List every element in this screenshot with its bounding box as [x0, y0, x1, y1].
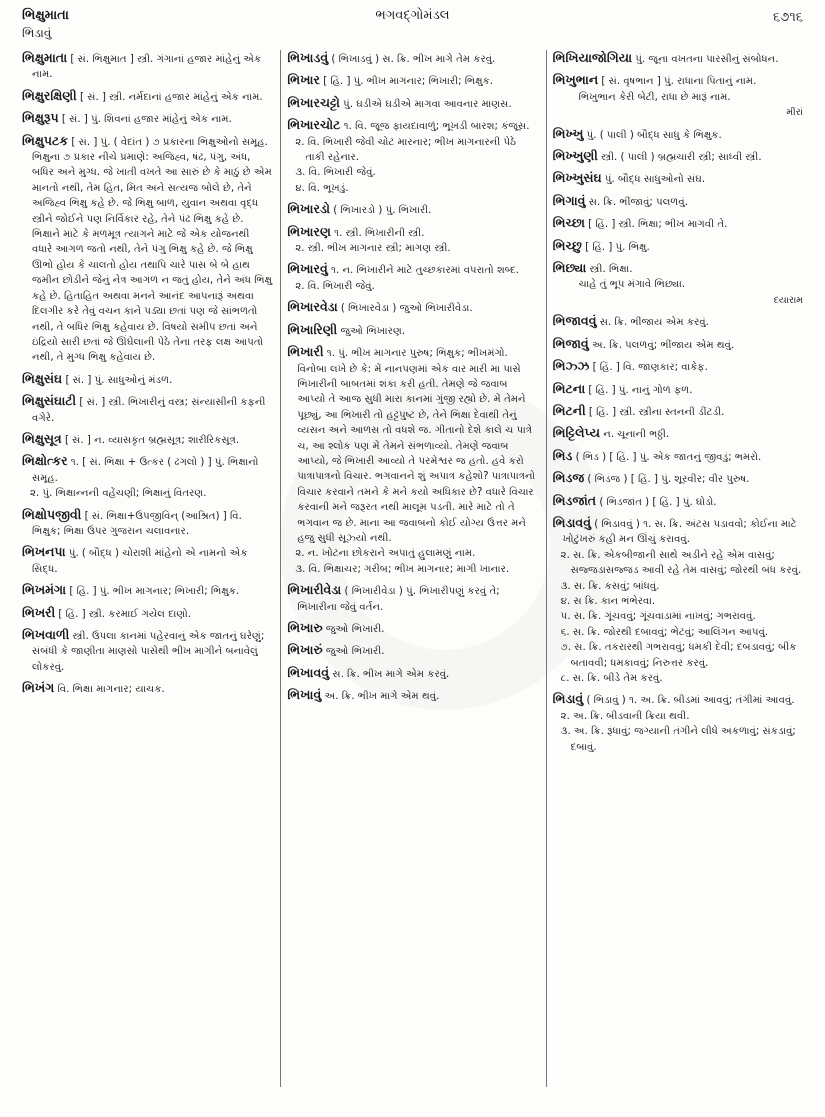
- dictionary-entry: [22, 605, 272, 622]
- sub-sense: ૩. સ. ક્રિ. કસવું; બાંધવું.: [560, 580, 660, 592]
- definition: ન. ચૂનાની ભઠ્ઠી.: [603, 429, 670, 441]
- definition: [ હિં. ] પું. ભીખ માગનાર; ભિખારી; ભિક્ષુક.: [323, 76, 494, 88]
- definition: પું. બૌદ્ધ સાધુઓનો સંઘ.: [604, 174, 706, 186]
- sub-sense: ૪. વિ. ભૂખડું.: [295, 182, 349, 194]
- definition: ( ભિડાવવું ) ૧. સ. ક્રિ. અંટસ પડાવવો; કોઈના માટે ખોટુંખરું કહી મન ઊંચું કરાવવું.: [562, 518, 797, 546]
- definition: અ. ક્રિ. ભીખ માગે એમ થવું.: [324, 691, 440, 703]
- headword: ભિક્ષોત્કર: [22, 453, 68, 469]
- dictionary-entry: [553, 403, 803, 420]
- headword: ભિક્ષુસંઘાટી: [22, 393, 77, 409]
- dictionary-entry: [287, 665, 537, 682]
- headword: ભિખ્ખુણી: [552, 148, 598, 164]
- dictionary-entry: [22, 88, 272, 105]
- dictionary-entry: [22, 431, 272, 448]
- dictionary-entry: [287, 620, 537, 637]
- guide-word-last: ભિડાવું: [22, 26, 52, 40]
- sub-sense: ૨. વિ. ભિખારી જેવું.: [295, 280, 375, 292]
- sub-sense: ૨. સ. ક્રિ. એકબીજાની સાથે અડીને રહે એમ વાસવું; સજ્જડાસજ્જડ આવી રહે તેમ વાસવું; જોરથી બંધ કરવું.: [560, 549, 802, 577]
- headword: ભિખિયાજોગિયા: [552, 50, 633, 65]
- sub-sense: ૨. ન. ખોટના છોકરાને અપાતું હુલામણું નામ.: [295, 548, 476, 560]
- definition: જુઓ ભિખારણ.: [340, 325, 406, 337]
- headword: ભિખમંગા: [22, 582, 67, 598]
- column-2: [280, 50, 545, 1087]
- headword: ભિખારિણી: [287, 321, 338, 337]
- definition: [ હિં. ] પું. ભિક્ષુ.: [585, 241, 650, 253]
- quotation: ચાહે તું ભૂપ મંગાવે ભિછ્યા.: [578, 279, 686, 291]
- page-header: [22, 8, 803, 48]
- quotation-attribution: મીરાં: [786, 107, 803, 119]
- dictionary-entry: [553, 260, 803, 308]
- dictionary-entry: [553, 336, 803, 353]
- definition: ૧. પું. ભીખ માગનાર પુરુષ; ભિક્ષુક; ભીખમંગો. વિનોબા લખે છે કે: મેં નાનપણમાં એક વાર મારી મા પાસે ભિખારીની બાબતમાં શંકા કરી હતી. તેમણે જે જવાબ આપ્યો તે આજ સુધી મારા કાનમાં ગુંજી રહ્યો છે. મેં તેમને પૂછ્યું, આ ભિખારી તો હટ્ટપુષ્ટ છે, તેને ભિક્ષા દેવાથી તેનું વ્યસન અને આળસ તો વધશે જ. ગીતાનો દેશે કાલે ચ પાત્રે ચ, આ શ્લોક પણ મેં તેમને સંભળાવ્યો. તેમણે જવાબ આપ્યો, જે ભિખારી આવ્યો તે પરમેશ્વર જ હતો. હવે કરો પાત્રાપાત્રનો વિચાર. ભગવાનને શું અપાત્ર કહેશો? પાત્રાપાત્રનો વિચાર કરવાને તમને કે મને કયો અધિકાર છે? વધારે વિચાર કરવાની મને જરૂરત નથી માલૂમ પડતી. મારે માટે તો તે ભગવાન જ છે. માના આ જવાબનો કોઈ યોગ્ય ઉત્તર મને હજુ સુધી સૂઝ્યો નથી.: [297, 348, 536, 544]
- headword: ભિખરી: [22, 604, 56, 620]
- dictionary-entry: [22, 680, 272, 697]
- definition: જુઓ ભિખારી.: [325, 646, 385, 658]
- dictionary-entry: [22, 453, 272, 501]
- headword: ભિછ્યા: [552, 260, 587, 276]
- headword: ભિગાવું: [552, 192, 586, 208]
- headword: ભિજાવવું: [552, 313, 597, 329]
- headword: ભિખારડો: [287, 201, 330, 217]
- definition: ( ભિડજ ) [ હિં. ] પું. શૂરવીર; વીર પુરુષ.: [587, 474, 750, 486]
- dictionary-entry: [287, 642, 537, 659]
- definition: સ. ક્રિ. ભીંજાય એમ કરવું.: [599, 317, 709, 329]
- dictionary-entry: [22, 133, 272, 366]
- definition: [ સં. ભિક્ષુમાત ] સ્ત્રી. ગંગાનાં હજાર માંહેનું એક નામ.: [32, 54, 262, 81]
- definition: સ. ક્રિ. ભીખ માગે એમ કરવું.: [332, 668, 450, 680]
- definition: [ સં. ભિક્ષા+ઉપજીવિન્ (આશ્રિત) ] વિ. ભિક્ષુક; ભિક્ષા ઉપર ગુજરાન ચલાવનાર.: [32, 510, 242, 537]
- dictionary-entry: [287, 344, 537, 577]
- dictionary-entry: [287, 50, 537, 67]
- dictionary-entry: [553, 215, 803, 232]
- definition: સ્ત્રી. ( પાલી ) બ્રહ્મચારી સ્ત્રી; સાધ્વી સ્ત્રી.: [601, 152, 762, 164]
- dictionary-entry: [553, 148, 803, 165]
- dictionary-entry: [553, 72, 803, 120]
- column-1: [22, 50, 280, 1087]
- definition: [ સં. ] ન. વ્યાસકૃત બ્રહ્મસૂત્ર; શારીરિકસૂત્ર.: [64, 434, 240, 446]
- headword: ભિખારણ: [287, 223, 331, 239]
- dictionary-entry: [22, 627, 272, 675]
- dictionary-entry: [287, 72, 537, 89]
- dictionary-entry: [287, 95, 537, 112]
- headword: ભિખ્ખુ: [552, 125, 584, 141]
- headword: ભિખનપા: [22, 544, 66, 560]
- dictionary-entry: [22, 393, 272, 426]
- sub-sense: ૨. સ્ત્રી. ભીખ માગનાર સ્ત્રી; માગણ સ્ત્રી.: [295, 243, 451, 255]
- headword: ભિખાવું: [287, 687, 322, 703]
- definition: ૧. વિ. જૂજ ફાયદાવાળું; ભૂખડી બારશ; કંજૂસ.: [343, 121, 530, 133]
- dictionary-entry: [553, 470, 803, 487]
- definition: ( ભિડજાંત ) [ હિં. ] પું. ઘોડો.: [599, 496, 717, 508]
- column-3: [546, 50, 811, 1087]
- definition: ( ભિડ ) [ હિં. ] પું. એક જાતનું જીવડું; ભમરો.: [575, 451, 762, 463]
- definition: [ સં. ] પું. શિવનાં હજાર માંહેનું એક નામ.: [61, 114, 232, 126]
- headword: ભિક્ષુમાતા: [22, 50, 68, 65]
- definition: ( ભિખારીવેડા ) પું. ભિખારીપણું કરવું તે; ભિખારીના જેવું વર્તન.: [297, 586, 500, 613]
- sub-sense: ૭. સ. ક્રિ. તકરારથી ગભરાવવું; ધમકી દેવી; દબડાવવું; બીક બતાવવી; ધમકાવવું; નિરુત્તર કરવું.: [560, 642, 797, 669]
- dictionary-entry: [287, 261, 537, 294]
- headword: ભિખારી: [287, 344, 324, 360]
- definition: ૧. [ સં. ભિક્ષા + ઉત્કર ( ઢગલો ) ] પું. ભિક્ષાનો સમૂહ.: [32, 457, 259, 484]
- sub-sense: ૪. સ ક્રિ. કાન ભંભેરવા.: [560, 595, 656, 607]
- dictionary-entry: [553, 691, 803, 755]
- dictionary-columns: [22, 50, 811, 1087]
- sub-sense: ૨. અ. ક્રિ. બીડવાની ક્રિયા થવી.: [560, 710, 690, 722]
- dictionary-entry: [287, 224, 537, 257]
- quotation: ભિખુભાન કેરી બેટી, રાધા છે મારૂં નામ.: [578, 91, 731, 103]
- dictionary-entry: [287, 201, 537, 218]
- headword: ભિડાવું: [552, 691, 584, 707]
- definition: [ સં. ] પું. સાધુઓનું મંડળ.: [65, 374, 173, 386]
- headword: ભિખારવેડા: [287, 299, 338, 315]
- headword: ભિખારચટ્ટો: [287, 94, 340, 110]
- sub-sense: ૩. વિ. ભિખારી જેવું.: [295, 167, 376, 179]
- headword: ભિડજ: [552, 470, 585, 486]
- sub-sense: ૩. વિ. ભિક્ષાચર; ગરીબ; ભીખ માગનાર; માગી ખાનાર.: [295, 563, 510, 575]
- definition: પું. ( પાલી ) બૌદ્ધ સાધુ કે ભિક્ષુક.: [586, 129, 722, 141]
- definition: જુઓ ભિખારી.: [325, 624, 385, 635]
- definition: [ હિં. ] વિ. જાણકાર; વાકેફ.: [592, 362, 708, 374]
- headword: ભિચ્છા: [552, 215, 585, 231]
- dictionary-entry: [553, 238, 803, 255]
- headword: ભિખાડવું: [287, 50, 329, 65]
- headword: ભિક્ષુરક્ષિણી: [22, 87, 77, 103]
- dictionary-entry: [287, 322, 537, 339]
- dictionary-entry: [553, 515, 803, 686]
- dictionary-entry: [287, 687, 537, 704]
- definition: ( ભિખારવેડા ) જુઓ ભિખારીવેડા.: [340, 303, 473, 315]
- definition: [ હિં. ] સ્ત્રી. ભિક્ષા; ભીખ માગવી તે.: [588, 219, 728, 231]
- dictionary-entry: [553, 126, 803, 143]
- definition: [ સં. ] સ્ત્રી. નર્મદાનાં હજાર માંહેનું એક નામ.: [80, 91, 263, 103]
- definition: પું. જૂના વખતના પારસીનું સંબોધન.: [635, 54, 779, 65]
- dictionary-entry: [553, 381, 803, 398]
- headword: ભિટ્ટિલેપ્ય: [552, 425, 600, 441]
- dictionary-entry: [287, 582, 537, 615]
- definition: [ સં. વૃષભાન ] પું. રાધાના પિતાનું નામ.: [601, 76, 757, 88]
- headword: ભિખવાળી: [22, 627, 70, 642]
- running-title: ભગવદ્ગોમંડલ: [375, 8, 450, 23]
- headword: ભિખારીવેડા: [287, 582, 342, 598]
- definition: પું. ઘડીએ ઘડીએ માગવા આવનાર માણસ.: [343, 98, 512, 110]
- headword: ભિખુભાન: [552, 72, 599, 88]
- headword: ભિટના: [552, 380, 586, 396]
- definition: ૧. ન. ભિખારીને માટે તુચ્છકારમાં વપરાતો શબ્દ.: [331, 265, 519, 277]
- definition: [ સં. ] પું. ( વેદાંત ) ૭ પ્રકારના ભિક્ષુઓનો સમૂહ. ભિક્ષુના ૭ પ્રકાર નીચે પ્રમાણે: અજિહ્વ, ષંઢ, પંગુ, અંધ, બધિર અને મુગ્ધ. જે ખાતી વખતે આ સારું છે કે માઠું છે એમ માનતો નથી, તેમ હિત, મિત અને સત્યજ બોલે છે, તેને અજિહ્વ ભિક્ષુ કહે છે. જે ભિક્ષુ બાળ, યુવાન અથવા વૃદ્ધ સ્ત્રીને જોઈને પણ નિર્વિકાર રહે, તેને પંઢ ભિક્ષુ કહે છે. ભિક્ષાને માટે કે મળમૂત્ર ત્યાગને માટે જે એક યોજનથી વધારે આગળ જતો નથી, તેને પંગુ ભિક્ષુ કહે છે. જે ભિક્ષુ ઊભો હોય કે ચાલતો હોય તથાપિ ચારે પાસ બે બે હાથ જમીન છોડીને જેનું નેત્ર આગળ ન જતું હોય, તેને અંધ ભિક્ષુ કહે છે. હિતાહિત અથવા મનને આનંદ આપનારૂં અથવા દિલગીર કરે તેવું વચન કાને પડ્યા છતાં પણ જે સાંભળતો નથી, તે બધિર ભિક્ષુ કહેવાય છે. વિષયો સમીપ છતાં અને ઇંદ્રિયો સારી છતાં જે ઊંઘેલાની પેઠે તેના તરફ લક્ષ આપતો નથી, તે મુગ્ધ ભિક્ષુ કહેવાય છે.: [32, 136, 273, 364]
- headword: ભિઝ્ઝ: [552, 358, 590, 374]
- dictionary-entry: [22, 582, 272, 599]
- definition: ( ભિખારડો ) પું. ભિખારી.: [333, 205, 432, 217]
- dictionary-entry: [22, 50, 272, 83]
- headword: ભિખારું: [287, 642, 323, 658]
- dictionary-entry: [287, 117, 537, 196]
- headword: ભિક્ષુસંઘ: [22, 370, 63, 386]
- definition: સ્ત્રી. ઉપલા કાનમાં પહેરવાનું એક જાતનું ઘરેણું; સંબંધી કે જાણીતા માણસો પાસેથી ભીખ માગીને બનાવેલું લોકરવું.: [32, 631, 265, 673]
- headword: ભિજાવું: [552, 335, 589, 351]
- headword: ભિડ: [552, 447, 573, 463]
- headword: ભિખંગ: [22, 680, 55, 696]
- definition: વિ. ભિક્ષા માગનાર; યાચક.: [57, 684, 165, 696]
- guide-word-first: ભિક્ષુમાતા: [22, 8, 69, 23]
- headword: ભિક્ષુરૂપ: [22, 110, 59, 126]
- headword: ભિડાવવું: [552, 514, 591, 530]
- dictionary-entry: [553, 50, 803, 67]
- sub-sense: ૨. પું. ભિક્ષાન્નની વહેંચણી; ભિક્ષાનું વિતરણ.: [30, 488, 207, 500]
- sub-sense: ૩. અ. ક્રિ. રૂંધાવું; જગ્યાની તંગીને લીધે અકળાવું; સંકડાવું; દબાવું.: [560, 726, 796, 753]
- headword: ભિચ્છુ: [552, 237, 582, 253]
- dictionary-entry: [22, 110, 272, 127]
- dictionary-entry: [22, 544, 272, 577]
- definition: [ હિં. ] સ્ત્રી. સ્ત્રીના સ્તનની ડીંટડી.: [588, 406, 725, 418]
- definition: સ્ત્રી. ભિક્ષા.: [589, 264, 633, 276]
- page-number: ૬૭૧૬: [773, 10, 803, 25]
- definition: [ હિં. ] પું. નાનું ગોળ ફળ.: [588, 384, 693, 396]
- headword: ભિક્ષોપજીવી: [22, 506, 82, 522]
- dictionary-entry: [553, 193, 803, 210]
- headword: ભિખાવવું: [287, 664, 330, 680]
- definition: સ. ક્રિ. ભીંજાવું; પલળવું.: [588, 196, 688, 208]
- definition: ( ભિખાડવું ) સ. ક્રિ. ભીખ માગે તેમ કરવું.: [331, 54, 496, 65]
- dictionary-entry: [553, 448, 803, 465]
- definition: પું. ( બૌદ્ધ ) ચોરાશી માંહેનો એ નામનો એક સિદ્ધ.: [32, 548, 248, 575]
- dictionary-entry: [22, 507, 272, 540]
- sub-sense: ૮. સ. ક્રિ. બીડે તેમ કરવું.: [560, 673, 663, 684]
- headword: ભિખારવું: [287, 261, 328, 277]
- dictionary-entry: [553, 313, 803, 330]
- definition: [ સં. ] સ્ત્રી. ભિખારીનું વસ્ત્ર; સંન્યાસીની કફની વગેરે.: [32, 397, 266, 424]
- headword: ભિડજાંત: [552, 492, 597, 508]
- dictionary-entry: [553, 493, 803, 510]
- sub-sense: ૬. સ. ક્રિ. જોરથી દબાવવું; ભેટવું; આલિંગન આપવું.: [560, 626, 769, 638]
- headword: ભિક્ષુપટક: [22, 132, 69, 148]
- definition: [ હિં. ] પું. ભીખ માગનાર; ભિખારી; ભિક્ષુક.: [69, 586, 240, 598]
- dictionary-entry: [553, 425, 803, 442]
- quotation-attribution: દયારામ: [773, 294, 803, 306]
- dictionary-entry: [553, 358, 803, 375]
- headword: ભિટની: [552, 402, 586, 418]
- headword: ભિખ્ખુસંઘ: [552, 170, 602, 186]
- definition: અ. ક્રિ. પલળવું; ભીંજાય એમ થવું.: [591, 339, 735, 351]
- headword: ભિખારુ: [287, 620, 323, 635]
- definition: ( ભિડાવું ) ૧. અ. ક્રિ. બીડમાં આવવું; તંગીમાં આવવું.: [586, 695, 795, 707]
- definition: ૧. સ્ત્રી. ભિખારીની સ્ત્રી.: [334, 227, 425, 239]
- definition: [ હિં. ] સ્ત્રી. કરમાઈ ગયેલ દાણો.: [58, 608, 192, 620]
- headword: ભિખારચોટ: [287, 117, 341, 133]
- dictionary-entry: [287, 299, 537, 316]
- sub-sense: ૫. સ. ક્રિ. ગૂંચવવું; ગૂંચવાડામાં નાખવું; ગભરાવવું.: [560, 611, 756, 623]
- headword: ભિખાર: [287, 72, 320, 88]
- dictionary-entry: [22, 371, 272, 388]
- headword: ભિક્ષુસૂત્ર: [22, 430, 62, 446]
- dictionary-entry: [553, 170, 803, 187]
- sub-sense: ૨. વિ. ભિખારી જેવી ચોટ મારનાર; ભીખ માગનારની પેઠે તાકી રહેનાર.: [295, 136, 517, 164]
